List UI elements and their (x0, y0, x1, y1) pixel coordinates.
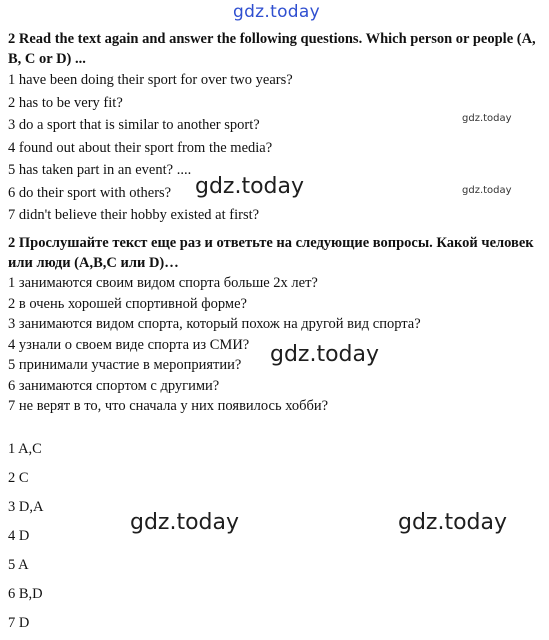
russian-question: 2 в очень хорошей спортивной форме? (8, 295, 247, 312)
watermark-small: gdz.today (462, 113, 512, 124)
english-heading: 2 Read the text again and answer the following questions. Which person or people (A, B, C or D) ... (8, 31, 536, 67)
english-question: 1 have been doing their sport for over two years? (8, 72, 293, 88)
russian-section (8, 233, 543, 417)
watermark-top: gdz.today (233, 2, 320, 22)
english-question: 7 didn't believe their hobby existed at first? (8, 207, 260, 223)
english-question: 6 do their sport with others? (8, 184, 172, 201)
watermark-large: gdz.today (398, 510, 508, 535)
english-question: 3 do a sport that is similar to another sport? (8, 117, 260, 133)
answers-list (8, 435, 543, 638)
answer-item: 5 A (8, 557, 29, 573)
russian-question: 7 не верят в то, что сначала у них появилось хобби? (8, 398, 329, 414)
answer-item: 3 D,A (8, 499, 44, 515)
answer-item: 4 D (8, 528, 30, 544)
english-question: 4 found out about their sport from the media? (8, 139, 273, 156)
russian-heading: 2 Прослушайте текст еще раз и ответьте на следующие вопросы. Какой человек или люди (A,B,C или D)… (8, 235, 534, 271)
russian-question: 5 принимали участие в мероприятии? (8, 357, 242, 373)
russian-question: 6 занимаются спортом с другими? (8, 377, 220, 394)
answer-item: 1 A,C (8, 441, 42, 457)
english-question-list (8, 69, 543, 227)
russian-question: 1 занимаются своим видом спорта больше 2х лет? (8, 275, 318, 291)
russian-question: 4 узнали о своем виде спорта из СМИ? (8, 336, 250, 353)
watermark-large: gdz.today (130, 510, 240, 535)
watermark-large: gdz.today (270, 342, 380, 367)
russian-question: 3 занимаются видом спорта, который похож на другой вид спорта? (8, 316, 421, 332)
english-question: 5 has taken part in an event? .... (8, 162, 192, 178)
answer-item: 2 C (8, 470, 29, 486)
answer-item: 6 B,D (8, 586, 43, 602)
english-section (8, 29, 543, 227)
watermark-small: gdz.today (462, 185, 512, 196)
english-question: 2 has to be very fit? (8, 94, 123, 111)
answer-item: 7 D (8, 615, 30, 631)
russian-question-list (8, 273, 543, 417)
watermark-large: gdz.today (195, 174, 305, 199)
